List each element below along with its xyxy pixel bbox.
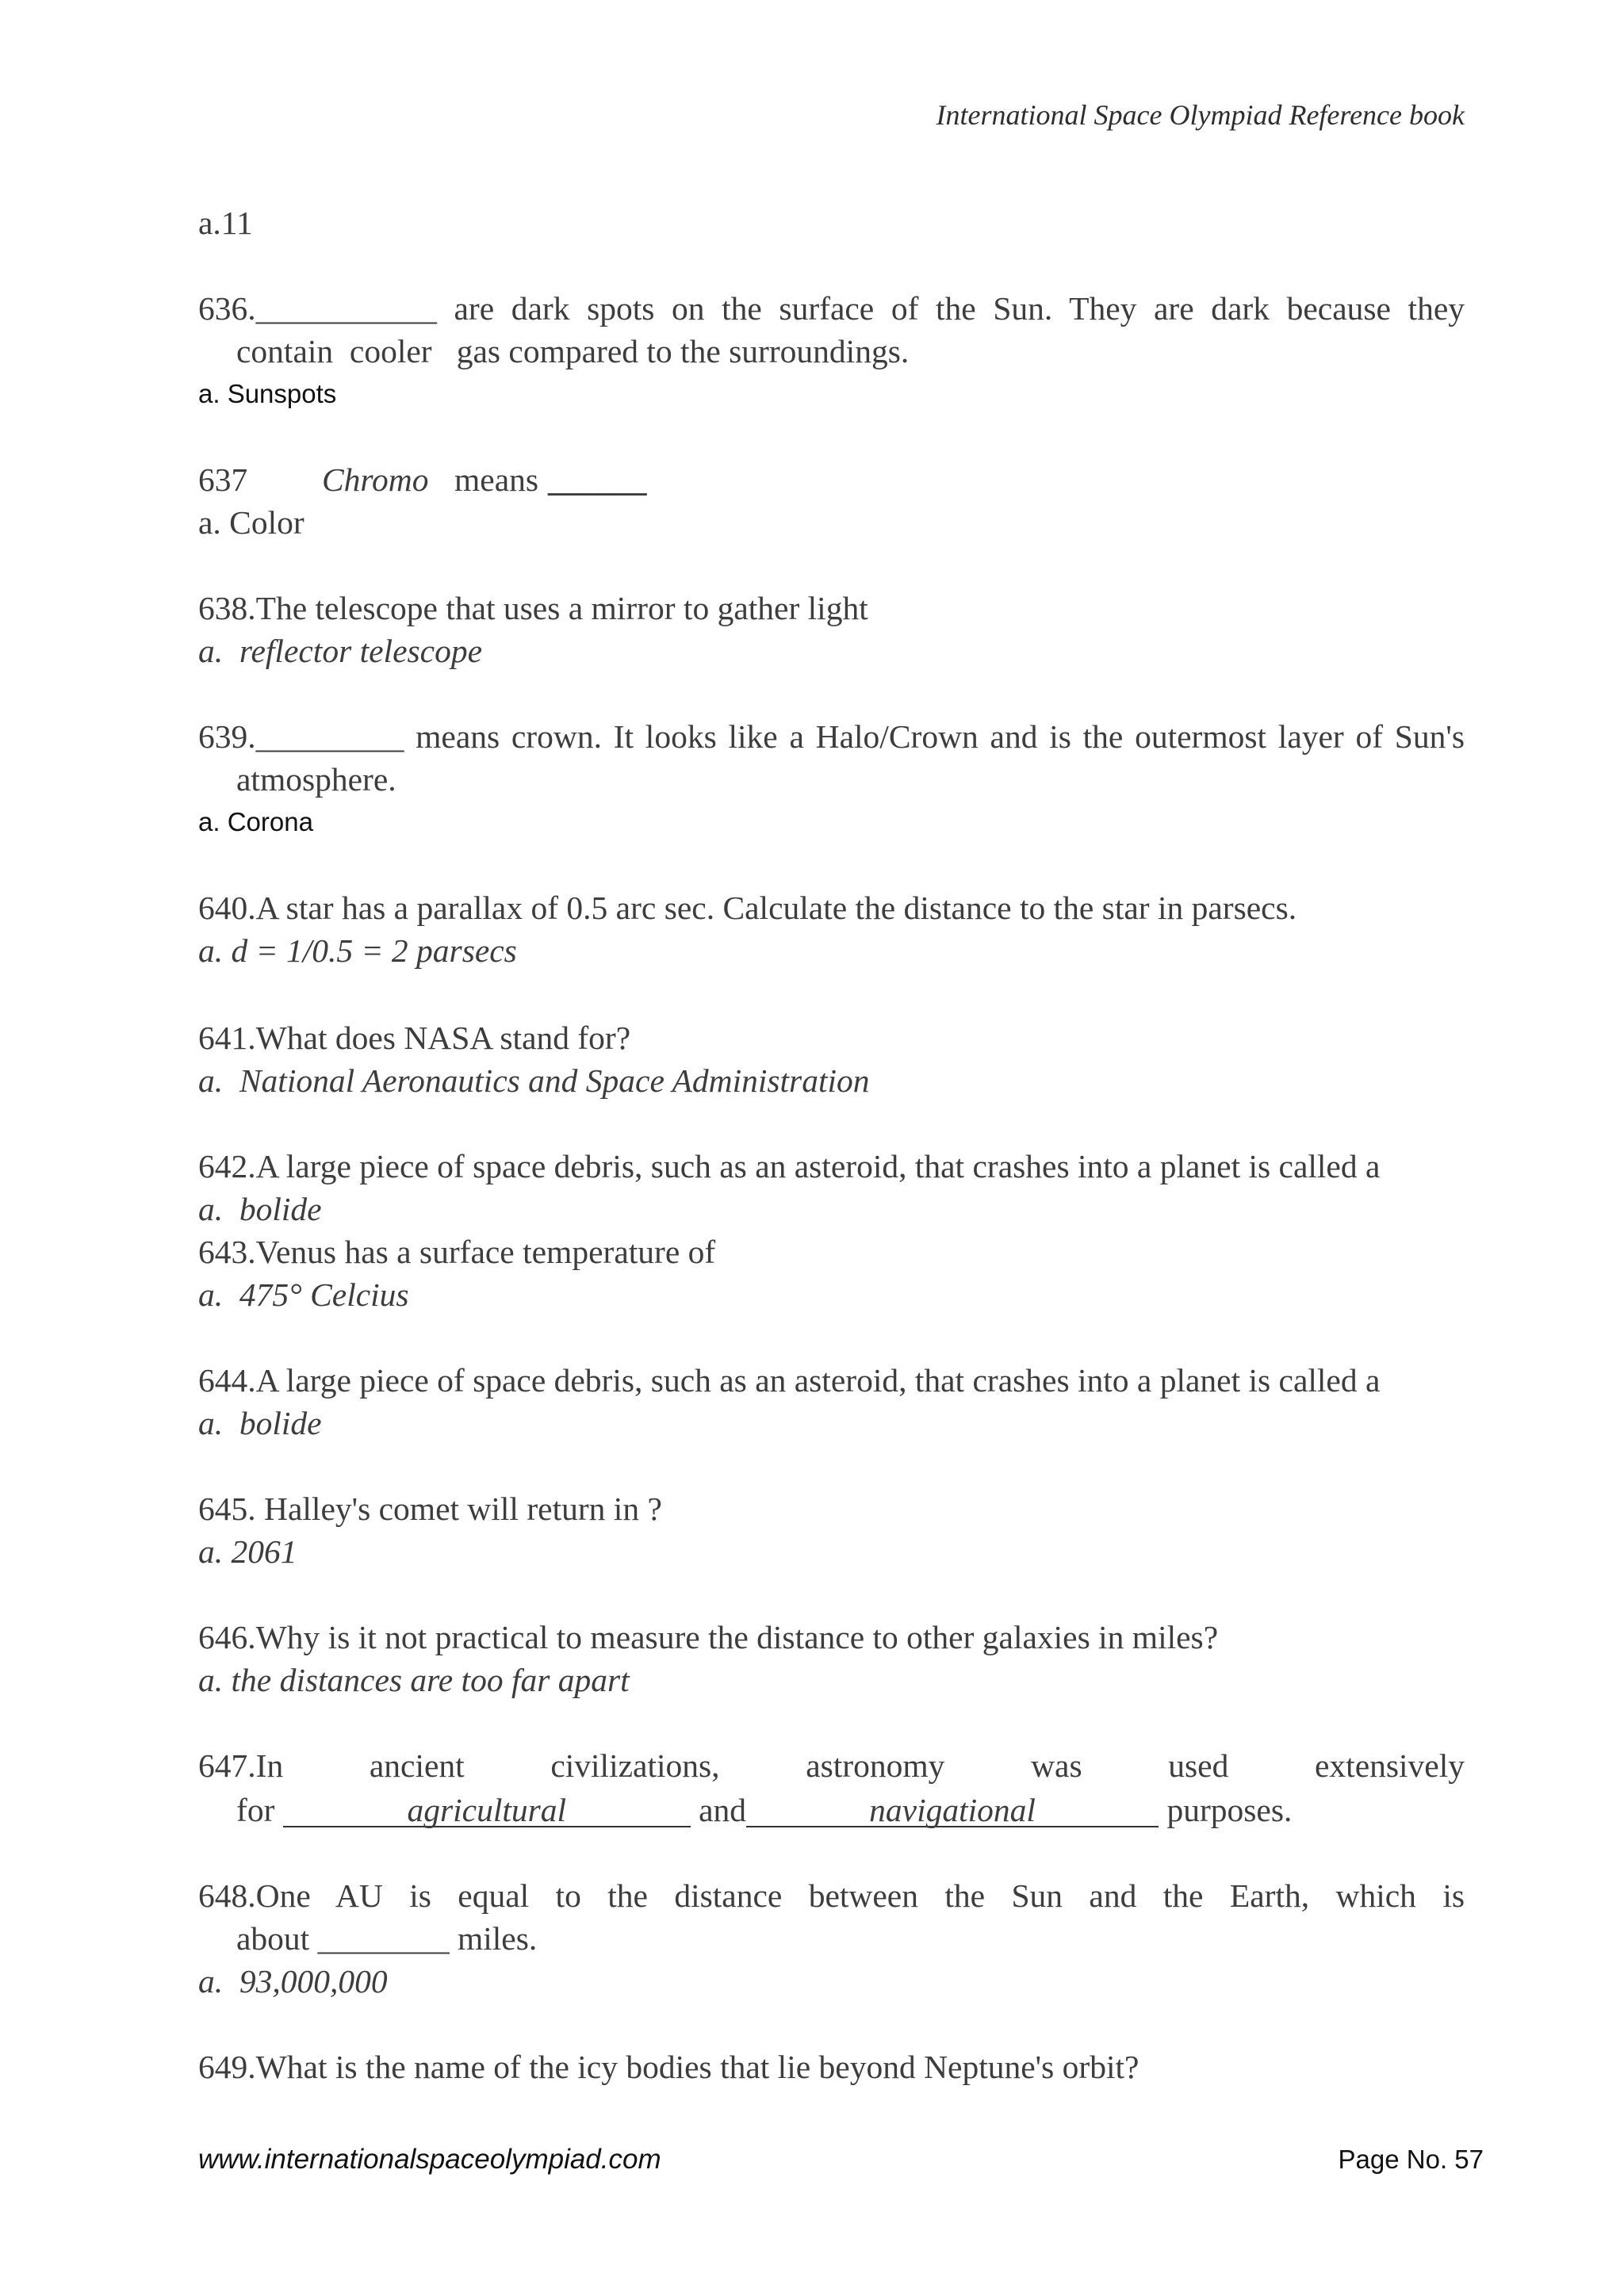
answer-645: a. 2061 xyxy=(198,1533,297,1570)
page-number: Page No. 57 xyxy=(1338,2145,1484,2174)
answer-640: a. d = 1/0.5 = 2 parsecs xyxy=(198,932,517,969)
question-number: 637 xyxy=(198,461,248,498)
answer-642: a. bolide xyxy=(198,1191,322,1227)
question-642: 642.A large piece of space debris, such as an asteroid, that crashes into a planet is called a xyxy=(198,1148,1381,1184)
question-636-line-1: 636.___________ are dark spots on the surface of the Sun. They are dark because they xyxy=(198,290,1465,327)
answer-648: a. 93,000,000 xyxy=(198,1963,388,1999)
answer-636: a. Sunspots xyxy=(198,379,337,408)
question-647-line-1: 647.In ancient civilizations, astronomy was used extensively xyxy=(198,1747,1465,1784)
question-text: purposes. xyxy=(1166,1792,1293,1828)
question-636-line-2: contain cooler gas compared to the surroundings. xyxy=(236,333,910,369)
answer-blank-1 xyxy=(283,1794,691,1827)
answer-2: navigational xyxy=(869,1792,1036,1828)
question-text: for xyxy=(236,1792,275,1828)
question-639-line-1: 639._________ means crown. It looks like a Halo/Crown and is the outermost layer of Sun's xyxy=(198,718,1465,755)
question-639-line-2: atmosphere. xyxy=(236,761,396,798)
running-header: International Space Olympiad Reference book xyxy=(936,99,1465,131)
question-term: Chromo xyxy=(322,461,429,498)
answer-646: a. the distances are too far apart xyxy=(198,1662,630,1698)
question-text: and xyxy=(699,1792,747,1828)
footer-website: www.internationalspaceolympiad.com xyxy=(198,2144,661,2175)
answer-blank-2 xyxy=(746,1794,1159,1827)
answer-637: a. Color xyxy=(198,504,304,541)
question-text: means xyxy=(454,461,539,498)
answer-blank: ______ xyxy=(548,461,647,498)
answer-1: agricultural xyxy=(407,1792,567,1828)
answer-639: a. Corona xyxy=(198,807,313,836)
question-644: 644.A large piece of space debris, such as an asteroid, that crashes into a planet is called a xyxy=(198,1362,1381,1399)
answer-641: a. National Aeronautics and Space Administration xyxy=(198,1062,870,1099)
question-647-line-2 xyxy=(236,1789,1465,1831)
question-648-line-2: about ________ miles. xyxy=(236,1920,538,1957)
question-646: 646.Why is it not practical to measure the distance to other galaxies in miles? xyxy=(198,1619,1219,1655)
question-643: 643.Venus has a surface temperature of xyxy=(198,1234,716,1270)
answer-638: a. reflector telescope xyxy=(198,633,482,669)
answer-644: a. bolide xyxy=(198,1405,322,1441)
question-649: 649.What is the name of the icy bodies that lie beyond Neptune's orbit? xyxy=(198,2049,1139,2085)
question-640: 640.A star has a parallax of 0.5 arc sec. Calculate the distance to the star in parsecs. xyxy=(198,890,1297,926)
question-645: 645. Halley's comet will return in ? xyxy=(198,1490,662,1527)
question-641: 641.What does NASA stand for? xyxy=(198,1020,631,1056)
answer-635: a.11 xyxy=(198,205,253,241)
question-638: 638.The telescope that uses a mirror to gather light xyxy=(198,590,868,626)
question-648-line-1: 648.One AU is equal to the distance between the Sun and the Earth, which is xyxy=(198,1877,1465,1914)
answer-643: a. 475° Celcius xyxy=(198,1276,409,1313)
